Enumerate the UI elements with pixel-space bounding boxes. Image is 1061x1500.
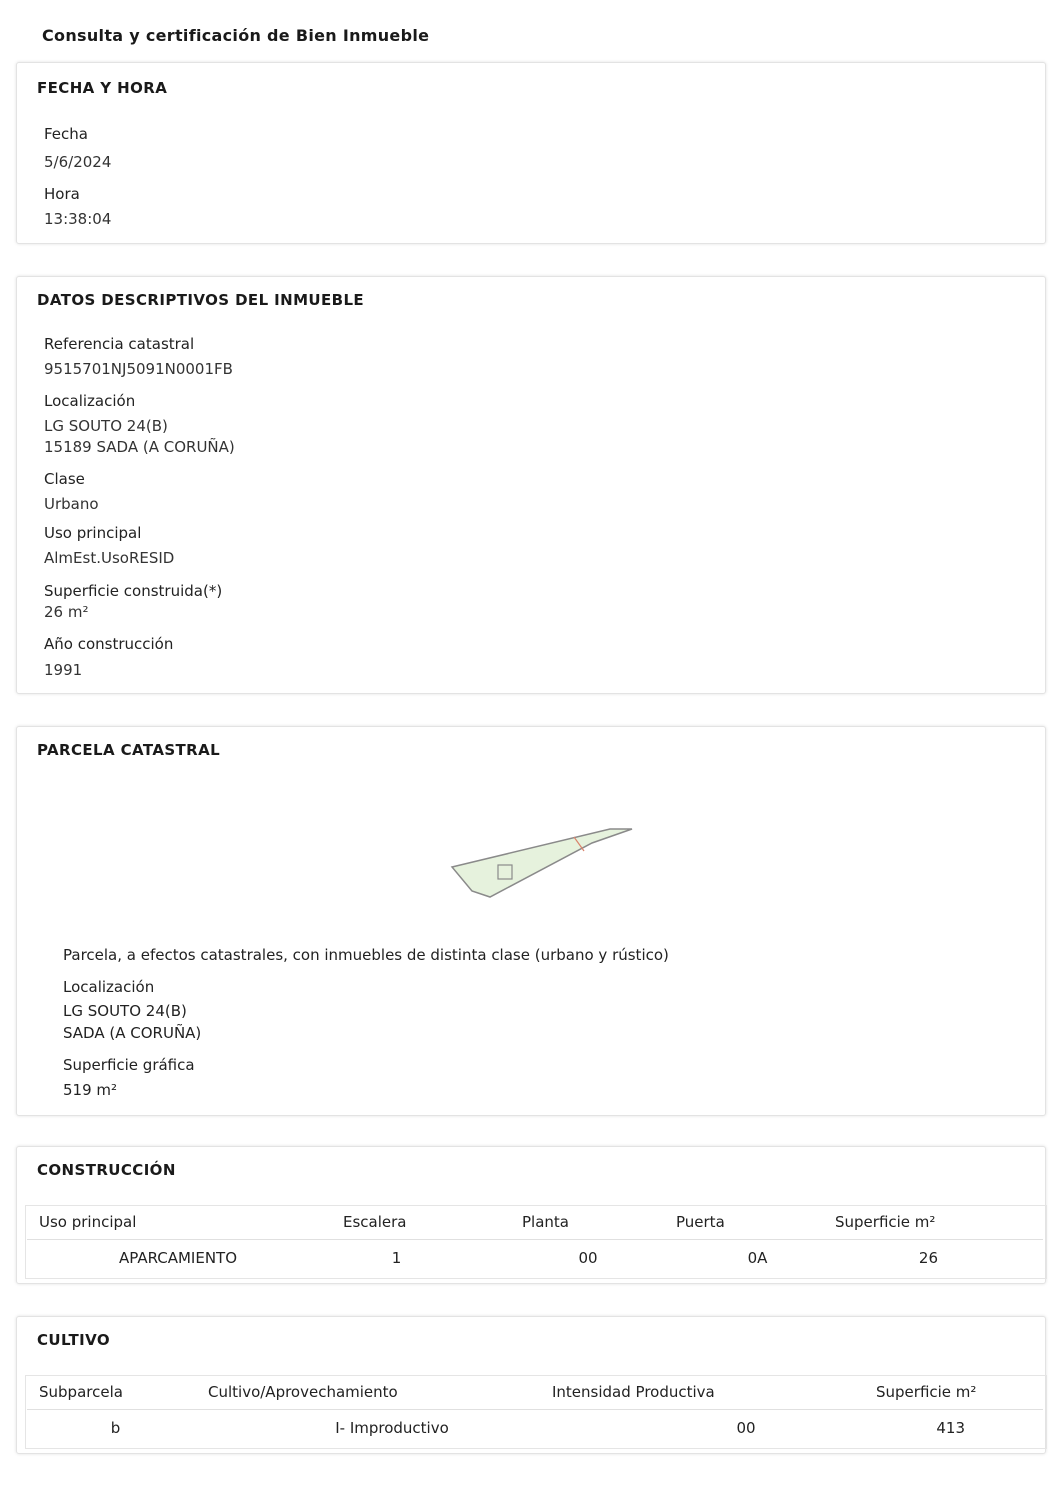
cell-cultivo: I- Improductivo (335, 1419, 449, 1437)
parcela-title: PARCELA CATASTRAL (37, 741, 221, 759)
cell-superficie: 26 (918, 1249, 938, 1267)
construccion-panel (16, 1146, 1046, 1284)
uso-label: Uso principal (44, 524, 142, 542)
construccion-table (27, 1205, 1043, 1276)
uso-value: AlmEst.UsoRESID (44, 549, 175, 567)
fecha-label: Fecha (44, 125, 88, 143)
parcela-map (442, 823, 642, 913)
parcela-superficie-value: 519 m² (63, 1081, 118, 1099)
cell-intensidad: 00 (736, 1419, 756, 1437)
col-planta: Planta (510, 1205, 664, 1240)
datos-title: DATOS DESCRIPTIVOS DEL INMUEBLE (37, 291, 365, 309)
parcela-loc-label: Localización (63, 978, 155, 996)
fecha-value: 5/6/2024 (44, 153, 112, 171)
table-row (27, 1240, 1043, 1277)
hora-value: 13:38:04 (44, 210, 112, 228)
col-superficie: Superficie m² (864, 1375, 1043, 1410)
cell-planta: 00 (578, 1249, 598, 1267)
superficie-value: 26 m² (44, 603, 89, 621)
col-puerta: Puerta (664, 1205, 823, 1240)
fecha-hora-panel (16, 62, 1046, 244)
superficie-label: Superficie construida(*) (44, 582, 223, 600)
parcela-description: Parcela, a efectos catastrales, con inmuebles de distinta clase (urbano y rústico) (63, 946, 669, 964)
table-header-row (27, 1205, 1043, 1240)
ref-catastral-label: Referencia catastral (44, 335, 195, 353)
page-title: Consulta y certificación de Bien Inmueble (42, 26, 430, 45)
parcela-panel (16, 726, 1046, 1116)
clase-label: Clase (44, 470, 85, 488)
cell-superficie: 413 (936, 1419, 965, 1437)
col-cultivo: Cultivo/Aprovechamiento (196, 1375, 540, 1410)
clase-value: Urbano (44, 495, 99, 513)
col-escalera: Escalera (331, 1205, 510, 1240)
parcela-loc-line2: SADA (A CORUÑA) (63, 1024, 202, 1042)
col-uso-principal: Uso principal (27, 1205, 331, 1240)
cultivo-panel (16, 1316, 1046, 1454)
cell-uso: APARCAMIENTO (118, 1249, 238, 1267)
parcel-shape (452, 829, 632, 897)
datos-panel (16, 276, 1046, 694)
table-header-row (27, 1375, 1043, 1410)
cell-puerta: 0A (747, 1249, 768, 1267)
construccion-title: CONSTRUCCIÓN (37, 1161, 176, 1179)
anio-label: Año construcción (44, 635, 174, 653)
col-intensidad: Intensidad Productiva (540, 1375, 864, 1410)
parcela-loc-line1: LG SOUTO 24(B) (63, 1002, 187, 1020)
cultivo-table (27, 1375, 1043, 1446)
cultivo-title: CULTIVO (37, 1331, 110, 1349)
localizacion-line1: LG SOUTO 24(B) (44, 417, 168, 435)
fecha-hora-title: FECHA Y HORA (37, 79, 168, 97)
col-subparcela: Subparcela (27, 1375, 196, 1410)
hora-label: Hora (44, 185, 80, 203)
parcela-superficie-label: Superficie gráfica (63, 1056, 195, 1074)
localizacion-label: Localización (44, 392, 136, 410)
cell-escalera: 1 (391, 1249, 402, 1267)
table-row (27, 1410, 1043, 1447)
localizacion-line2: 15189 SADA (A CORUÑA) (44, 438, 235, 456)
cell-subparcela: b (110, 1419, 121, 1437)
anio-value: 1991 (44, 661, 83, 679)
ref-catastral-value: 9515701NJ5091N0001FB (44, 360, 233, 378)
col-superficie: Superficie m² (823, 1205, 1043, 1240)
